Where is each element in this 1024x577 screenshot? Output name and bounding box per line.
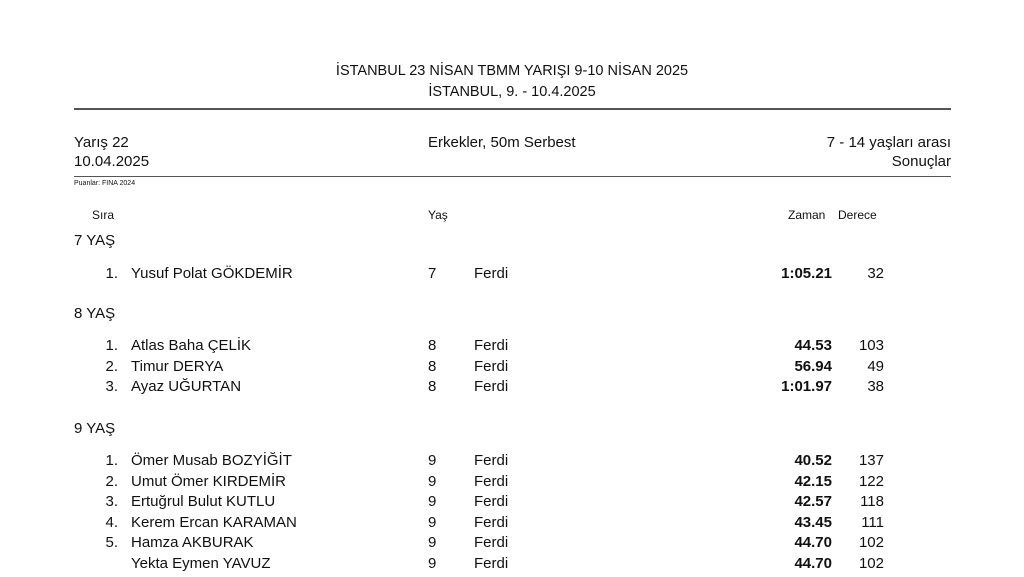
result-points: 122 xyxy=(858,473,884,490)
result-time: 40.52 xyxy=(794,452,832,469)
swimmer-club: Ferdi xyxy=(474,534,509,551)
result-points: 102 xyxy=(858,555,884,572)
swimmer-age: 9 xyxy=(428,473,437,490)
swimmer-age: 8 xyxy=(428,337,437,354)
swimmer-club: Ferdi xyxy=(474,358,509,375)
result-points: 49 xyxy=(867,358,884,375)
swimmer-age: 9 xyxy=(428,555,437,572)
results-status: Sonuçlar xyxy=(891,153,951,170)
swimmer-name: Timur DERYA xyxy=(131,358,224,375)
result-time: 42.57 xyxy=(794,493,832,510)
result-time: 1:05.21 xyxy=(781,265,832,282)
result-points: 38 xyxy=(867,378,884,395)
swimmer-name: Hamza AKBURAK xyxy=(131,534,254,551)
col-age-header: Yaş xyxy=(428,208,448,222)
result-rank: 2. xyxy=(105,358,118,375)
result-points: 118 xyxy=(860,493,884,510)
col-rank-header: Sıra xyxy=(92,208,115,222)
result-rank: 1. xyxy=(105,265,118,282)
swimmer-club: Ferdi xyxy=(474,265,509,282)
result-points: 137 xyxy=(858,452,884,469)
swimmer-club: Ferdi xyxy=(474,514,509,531)
swimmer-name: Umut Ömer KIRDEMİR xyxy=(131,473,287,490)
age-group-heading: 9 YAŞ xyxy=(74,420,116,437)
event-rule xyxy=(74,176,951,177)
swimmer-age: 8 xyxy=(428,358,437,375)
result-points: 103 xyxy=(858,337,884,354)
result-time: 56.94 xyxy=(794,358,832,375)
result-points: 102 xyxy=(858,534,884,551)
swimmer-name: Ayaz UĞURTAN xyxy=(131,378,242,395)
race-number: Yarış 22 xyxy=(74,134,129,151)
meet-title: İSTANBUL 23 NİSAN TBMM YARIŞI 9-10 NİSAN 2025 xyxy=(335,63,689,79)
col-time-header: Zaman xyxy=(788,208,826,222)
swimmer-club: Ferdi xyxy=(474,337,509,354)
header-rule xyxy=(74,108,951,110)
result-time: 44.70 xyxy=(794,555,832,572)
result-points: 111 xyxy=(861,514,884,531)
result-time: 44.70 xyxy=(794,534,832,551)
result-time: 1:01.97 xyxy=(781,378,832,395)
swimmer-name: Ertuğrul Bulut KUTLU xyxy=(131,493,276,510)
result-rank: 3. xyxy=(105,493,118,510)
result-rank: 1. xyxy=(105,452,118,469)
result-time: 43.45 xyxy=(794,514,832,531)
result-rank: 5. xyxy=(105,534,118,551)
swimmer-name: Yekta Eymen YAVUZ xyxy=(131,555,271,572)
swimmer-club: Ferdi xyxy=(474,493,509,510)
swimmer-age: 9 xyxy=(428,534,437,551)
result-rank: 3. xyxy=(105,378,118,395)
swimmer-club: Ferdi xyxy=(474,452,509,469)
swimmer-club: Ferdi xyxy=(474,378,509,395)
swimmer-name: Kerem Ercan KARAMAN xyxy=(131,514,297,531)
swimmer-age: 9 xyxy=(428,493,437,510)
swimmer-club: Ferdi xyxy=(474,555,509,572)
swimmer-name: Ömer Musab BOZYİĞİT xyxy=(131,452,292,469)
swimmer-name: Yusuf Polat GÖKDEMİR xyxy=(131,265,293,282)
age-group-heading: 8 YAŞ xyxy=(74,305,116,322)
swimmer-name: Atlas Baha ÇELİK xyxy=(131,337,252,354)
result-time: 42.15 xyxy=(794,473,832,490)
event-name: Erkekler, 50m Serbest xyxy=(428,134,576,151)
race-date: 10.04.2025 xyxy=(74,153,150,170)
result-points: 32 xyxy=(867,265,884,282)
result-time: 44.53 xyxy=(794,337,832,354)
age-range: 7 - 14 yaşları arası xyxy=(826,134,951,151)
col-points-header: Derece xyxy=(838,208,877,222)
result-rank: 2. xyxy=(105,473,118,490)
meet-location-dates: İSTANBUL, 9. - 10.4.2025 xyxy=(428,84,596,100)
points-note: Puanlar: FINA 2024 xyxy=(74,180,136,187)
swimmer-age: 8 xyxy=(428,378,437,395)
result-rank: 1. xyxy=(105,337,118,354)
swimmer-age: 9 xyxy=(428,452,437,469)
result-rank: 4. xyxy=(105,514,118,531)
swimmer-club: Ferdi xyxy=(474,473,509,490)
age-group-heading: 7 YAŞ xyxy=(74,232,116,249)
swimmer-age: 7 xyxy=(428,265,437,282)
swimmer-age: 9 xyxy=(428,514,437,531)
